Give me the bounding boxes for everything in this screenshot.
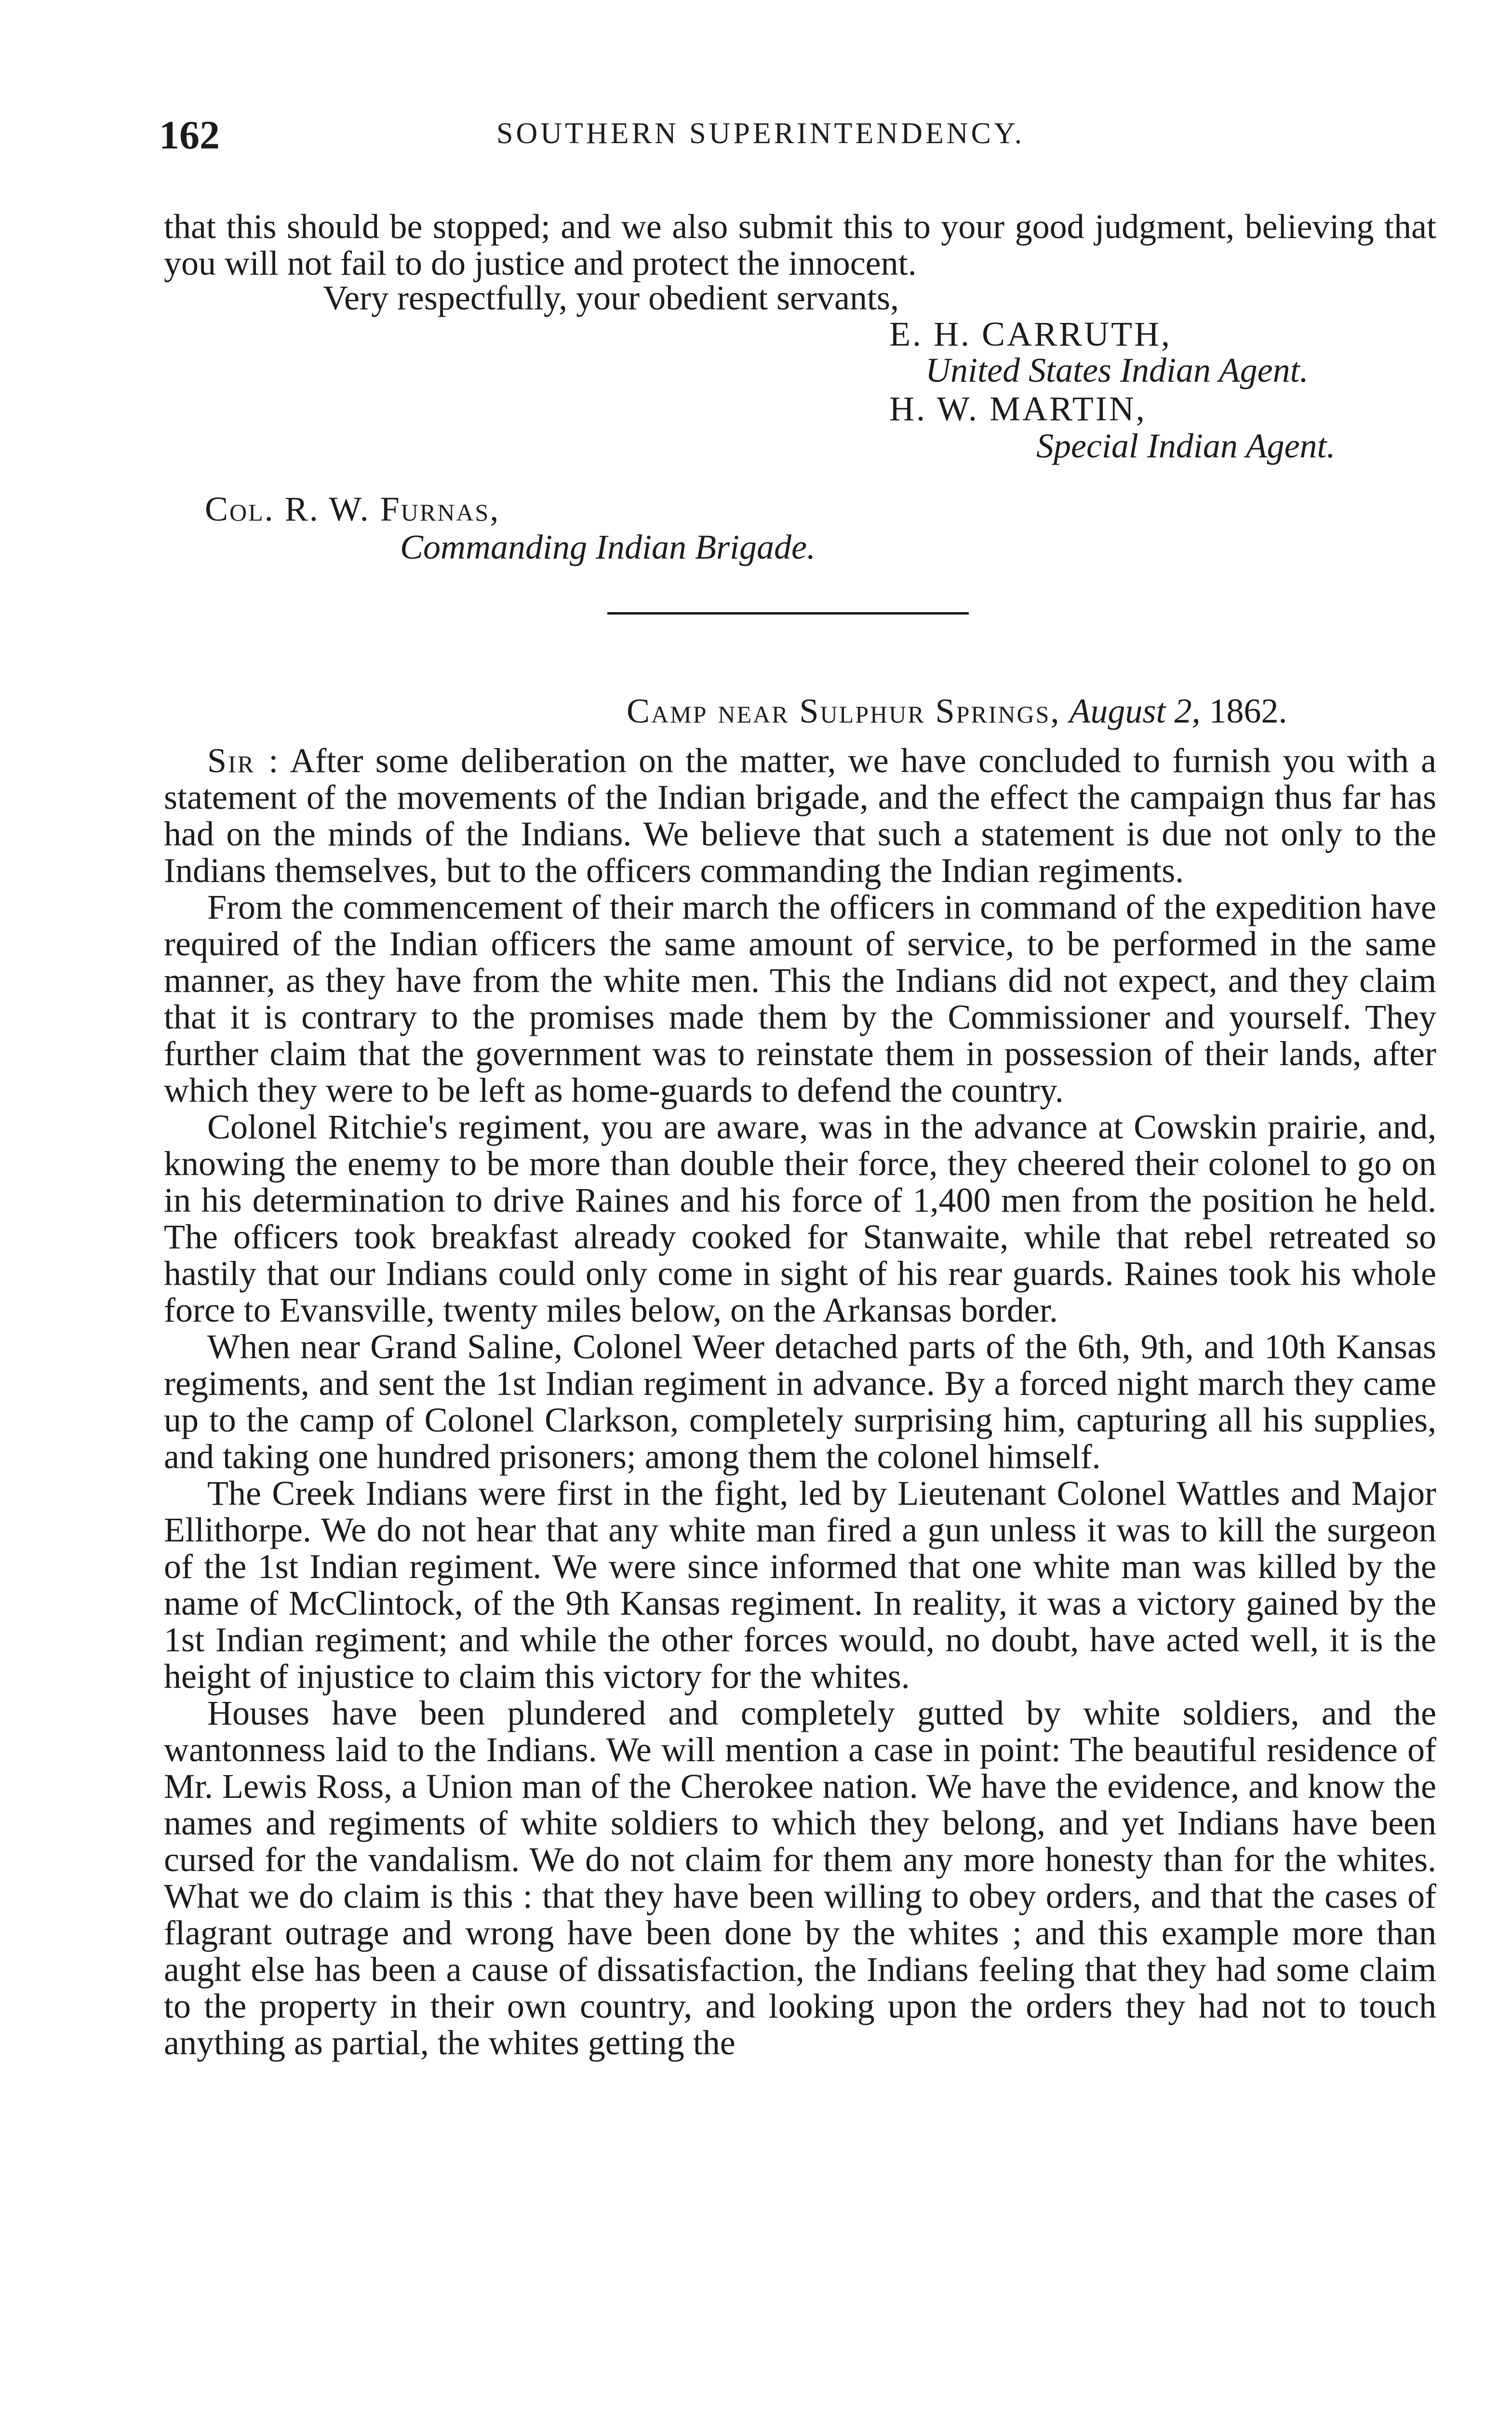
paragraph-1 xyxy=(164,742,1436,889)
dateline-year: 1862. xyxy=(1209,692,1287,730)
closing-line: Very respectfully, your obedient servants, xyxy=(323,279,899,317)
dateline-date: August 2, xyxy=(1069,692,1201,730)
paragraph-3: Colonel Ritchie's regiment, you are aware, was in the advance at Cowskin prairie, and, knowing the enemy to be more than double their force, they cheered their colonel to go on in his determination to drive Raines and his force of 1,400 men from the position he held. The officers took breakfast already cooked for Stanwaite, while that rebel retreated so hastily that our Indians could only come in sight of his rear guards. Raines took his whole force to Evansville, twenty miles below, on the Arkansas border. xyxy=(164,1108,1436,1329)
dateline xyxy=(627,693,1287,729)
continuation-paragraph: that this should be stopped; and we also submit this to your good judgment, believing that you will not fail to do justice and protect the innocent. xyxy=(164,207,1436,282)
dateline-place: Camp near Sulphur Springs, xyxy=(627,692,1061,730)
signer2-title: Special Indian Agent. xyxy=(1036,427,1336,465)
paragraph-2: From the commencement of their march the officers in command of the expedition have required of the Indian officers the same amount of service, to be performed in the same manner, as they have from the white men. This the Indians did not expect, and they claim that it is contrary to the promises made them by the Commissioner and yourself. They further claim that the government was to reinstate them in possession of their lands, after which they were to be left as home-guards to defend the country. xyxy=(164,888,1436,1110)
running-title: SOUTHERN SUPERINTENDENCY. xyxy=(496,117,1025,150)
letter2-body xyxy=(164,742,1436,2061)
section-divider xyxy=(607,612,969,615)
letter1-continuation xyxy=(164,208,1436,281)
paragraph-6: Houses have been plundered and completely gutted by white soldiers, and the wantonness laid to the Indians. We will mention a case in point: The beautiful residence of Mr. Lewis Ross, a Union man of the Cherokee nation. We have the evidence, and know the names and regiments of white soldiers to which they belong, and yet Indians have been cursed for the vandalism. We do not claim for them any more honesty than for the whites. What we do claim is this : that they have been willing to obey orders, and that the cases of flagrant outrage and wrong have been done by the whites ; and this example more than aught else has been a cause of dissatisfaction, the Indians feeling that they had some claim to the property in their own country, and looking upon the orders they had not to touch anything as partial, the whites getting the xyxy=(164,1694,1436,2062)
signer1-title: United States Indian Agent. xyxy=(925,351,1309,389)
page-header xyxy=(159,112,1441,170)
addressee-name: Col. R. W. Furnas, xyxy=(205,490,500,528)
addressee-title: Commanding Indian Brigade. xyxy=(400,528,816,566)
paragraph-5: The Creek Indians were first in the fight, led by Lieutenant Colonel Wattles and Major Ellithorpe. We do not hear that any white man fired a gun unless it was to kill the surgeon of the 1st Indian regiment. We were since informed that one white man was killed by the name of McClintock, of the 9th Kansas regiment. In reality, it was a victory gained by the 1st Indian regiment; and while the other forces would, no doubt, have acted well, it is the height of injustice to claim this victory for the whites. xyxy=(164,1474,1436,1696)
page-number: 162 xyxy=(159,113,220,158)
signer2-name: H. W. MARTIN, xyxy=(889,389,1147,428)
signer1-name: E. H. CARRUTH, xyxy=(889,315,1172,353)
paragraph-1-text: After some deliberation on the matter, we have concluded to furnish you with a statement of the movements of the Indian brigade, and the effect the campaign thus far has had on the minds of the Indians. We believe that such a statement is due not only to the Indians themselves, but to the officers commanding the Indian regiments. xyxy=(164,741,1436,890)
salutation: Sir : xyxy=(207,741,280,780)
paragraph-4: When near Grand Saline, Colonel Weer detached parts of the 6th, 9th, and 10th Kansas regiments, and sent the 1st Indian regiment in advance. By a forced night march they came up to the camp of Colonel Clarkson, completely surprising him, capturing all his supplies, and taking one hundred prisoners; among them the colonel himself. xyxy=(164,1327,1436,1476)
